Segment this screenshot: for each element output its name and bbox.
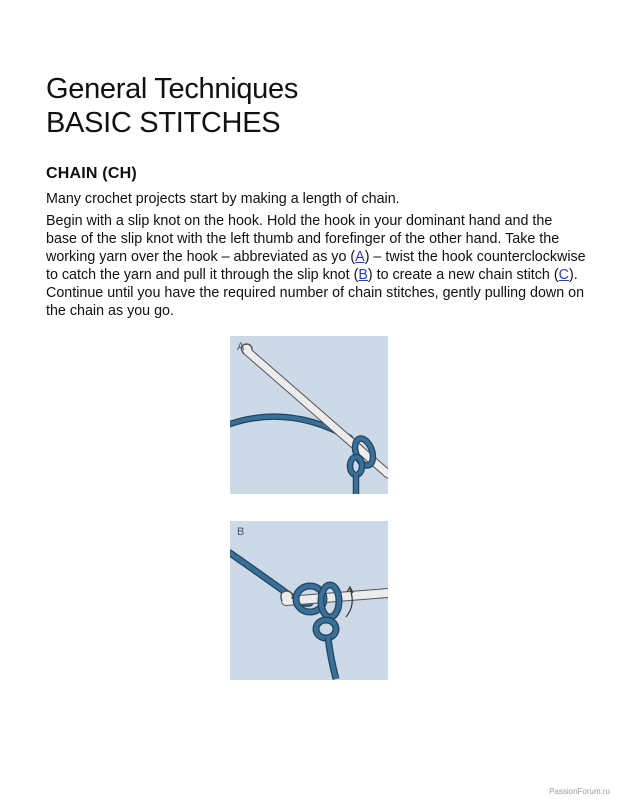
instructions-text-1: Begin with a slip knot on the hook. Hold the hook in your dominant hand and the base of the slip knot with the left thumb and forefinger of the other hand. Take the working yarn over the hook – abbreviated as yo ( <box>46 213 560 265</box>
instructions-text-4: ). Continue until you have the required number of chain stitches, gently pulling down on the chain as you go. <box>46 267 585 319</box>
figure-b-link[interactable]: B <box>358 267 368 283</box>
illustration-b-drawing <box>230 521 388 680</box>
figure-c-link[interactable]: C <box>558 267 569 283</box>
illustration-a-drawing <box>230 336 388 494</box>
page-title <box>46 72 298 140</box>
section-heading: CHAIN (CH) <box>46 165 137 182</box>
illustration-b <box>230 521 388 680</box>
illustration-a <box>230 336 388 494</box>
figure-a-link[interactable]: A <box>355 249 365 265</box>
instructions-text-2: ) – twist the hook counterclockwise to catch the yarn and pull it through the slip knot ( <box>46 249 586 283</box>
instructions-paragraph <box>46 212 586 320</box>
intro-paragraph: Many crochet projects start by making a length of chain. <box>46 191 400 207</box>
illustration-b-label: B <box>237 526 245 538</box>
instructions-text-3: ) to create a new chain stitch ( <box>367 267 559 283</box>
page-title-line1: General Techniques <box>46 73 299 105</box>
illustration-a-label: A <box>237 341 245 353</box>
watermark: PassionForum.ru <box>549 787 610 796</box>
page-title-line2: BASIC STITCHES <box>46 107 281 139</box>
